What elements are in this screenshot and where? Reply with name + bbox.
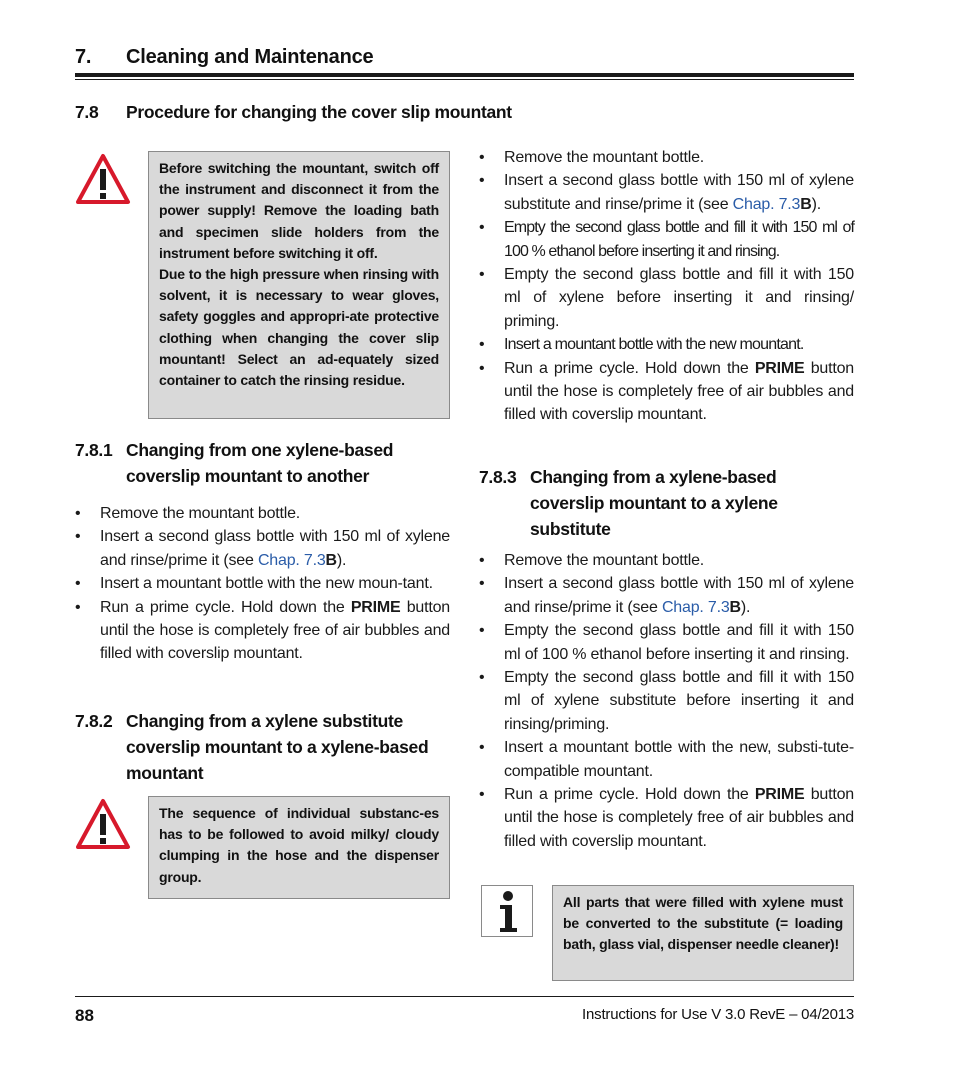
list-item-text: Remove the mountant bottle. xyxy=(504,149,705,166)
info-note-text: All parts that were filled with xylene must be converted to the substitute (= loading bath, glass vial, dispenser needle cleaner)! xyxy=(563,894,843,953)
list-item-text: Run a prime cycle. Hold down the xyxy=(504,359,755,377)
chapter-link[interactable]: Chap. 7.3 xyxy=(257,551,326,569)
section-title: Procedure for changing the cover slip mountant xyxy=(126,102,512,122)
section-title-line: coverslip mountant to another xyxy=(126,466,370,486)
list-item-text: button until the hose is completely free of air bubbles and filled with coverslip mountant. xyxy=(504,359,854,424)
bullet: • xyxy=(479,149,485,166)
bullet: • xyxy=(479,622,485,640)
list-7-8-3 xyxy=(479,549,854,853)
bullet: • xyxy=(75,528,81,546)
section-title-block xyxy=(126,708,428,786)
chapter-number: 7. xyxy=(75,46,92,68)
bullet: • xyxy=(75,598,81,616)
list-item-text: Remove the mountant bottle. xyxy=(504,552,705,569)
footer-doc-info: Instructions for Use V 3.0 RevE – 04/2013 xyxy=(582,1006,854,1023)
list-item-text: Empty the second glass bottle and fill it with 150 ml of 100 % ethanol before inserting it and rinsing. xyxy=(504,219,854,260)
bullet: • xyxy=(479,739,485,757)
warning-triangle-icon xyxy=(75,797,131,851)
bullet: • xyxy=(75,575,81,593)
list-item-text: Empty the second glass bottle and fill it with 150 ml of xylene before inserting it and rinsing/ priming. xyxy=(504,266,854,330)
section-heading-7-8-2 xyxy=(75,708,428,786)
chapter-link[interactable]: Chap. 7.3 xyxy=(661,598,730,616)
list-item xyxy=(479,263,854,333)
list-item-text: Remove the mountant bottle. xyxy=(100,505,301,522)
info-note-box xyxy=(552,885,854,981)
section-title-line: Changing from one xylene-based xyxy=(126,440,394,460)
bullet: • xyxy=(479,172,485,190)
chapter-link[interactable]: Chap. 7.3 xyxy=(732,195,801,213)
chapter-heading xyxy=(75,46,373,69)
bullet: • xyxy=(479,359,485,377)
warning-text-2: Due to the high pressure when rinsing with solvent, it is necessary to wear gloves, safety goggles and appropri-ate protective clothing when changing the cover slip mountant! Select an ad-equately sized container to catch the rinsing residue. xyxy=(159,266,439,389)
warning-box-sequence xyxy=(148,796,450,899)
warning-box-mountant xyxy=(148,151,450,419)
list-item xyxy=(75,502,450,525)
figure-ref: B xyxy=(729,598,741,616)
list-item-text: Insert a mountant bottle with the new mountant. xyxy=(504,336,804,354)
list-item-text: button until the hose is completely free of air bubbles and filled with coverslip mountant. xyxy=(504,786,854,850)
section-title-block xyxy=(126,437,393,489)
bullet: • xyxy=(479,219,484,237)
figure-ref: B xyxy=(800,195,812,213)
bullet: • xyxy=(479,575,485,593)
section-title-line: coverslip mountant to a xylene xyxy=(530,493,778,513)
section-title-line: coverslip mountant to a xylene-based xyxy=(126,737,429,757)
list-item xyxy=(75,572,450,595)
list-item-text: Insert a second glass bottle with 150 ml of xylene and rinse/prime it (see xyxy=(100,528,450,569)
header-rule xyxy=(75,73,854,77)
warning-triangle-icon xyxy=(75,152,131,206)
header-rule-thin xyxy=(75,79,854,80)
section-title-line: Changing from a xylene substitute xyxy=(126,711,403,731)
list-item-text: ). xyxy=(811,195,821,213)
list-item-text: Empty the second glass bottle and fill it with 150 ml of 100 % ethanol before inserting it and rinsing. xyxy=(504,622,854,663)
footer-rule xyxy=(75,996,854,997)
list-item-text: ). xyxy=(740,598,751,616)
section-number: 7.8.2 xyxy=(75,711,113,731)
figure-ref: B xyxy=(325,551,337,569)
list-item xyxy=(479,216,854,263)
page-number: 88 xyxy=(75,1006,94,1025)
list-item-text: Run a prime cycle. Hold down the xyxy=(504,786,755,804)
section-number: 7.8 xyxy=(75,102,99,122)
section-number: 7.8.1 xyxy=(75,440,113,460)
list-item-text: button until the hose is completely free of air bubbles and filled with coverslip mountant. xyxy=(100,598,450,663)
list-item xyxy=(479,169,854,216)
list-item-text: Insert a mountant bottle with the new moun-tant. xyxy=(100,575,433,593)
list-item xyxy=(479,333,854,356)
list-item-text: Run a prime cycle. Hold down the xyxy=(100,598,351,616)
list-item-text: ). xyxy=(336,551,347,569)
list-item xyxy=(479,666,854,736)
prime-button-label: PRIME xyxy=(754,786,805,804)
list-item xyxy=(479,146,854,169)
bullet: • xyxy=(75,505,81,522)
list-7-8-1 xyxy=(75,502,450,666)
prime-button-label: PRIME xyxy=(754,359,805,377)
section-title-block xyxy=(530,464,778,542)
section-heading-7-8-3 xyxy=(479,464,778,542)
section-title-line: mountant xyxy=(126,763,204,783)
list-item xyxy=(479,783,854,853)
section-number: 7.8.3 xyxy=(479,467,517,487)
section-title-line: Changing from a xylene-based xyxy=(530,467,777,487)
bullet: • xyxy=(479,336,484,354)
list-item xyxy=(75,525,450,572)
list-item-text: Insert a second glass bottle with 150 ml of xylene substitute and rinse/prime it (see xyxy=(504,172,854,213)
list-item-text: Insert a mountant bottle with the new, substi-tute-compatible mountant. xyxy=(504,739,854,780)
section-heading-7-8-1 xyxy=(75,437,393,489)
warning-text: The sequence of individual substanc-es has to be followed to avoid milky/ cloudy clumping in the hose and the dispenser group. xyxy=(159,805,439,885)
section-heading-7-8 xyxy=(75,99,512,125)
list-7-8-2 xyxy=(479,146,854,427)
list-item xyxy=(479,736,854,783)
info-icon xyxy=(481,885,533,937)
list-item xyxy=(479,619,854,666)
bullet: • xyxy=(479,552,485,569)
list-item xyxy=(479,357,854,427)
bullet: • xyxy=(479,669,485,687)
prime-button-label: PRIME xyxy=(350,598,401,616)
list-item-text: Insert a second glass bottle with 150 ml of xylene and rinse/prime it (see xyxy=(504,575,854,616)
list-item xyxy=(75,596,450,666)
list-item-text: Empty the second glass bottle and fill it with 150 ml of xylene substitute before inserting it and rinsing/priming. xyxy=(504,669,854,733)
list-item xyxy=(479,549,854,572)
bullet: • xyxy=(479,786,485,804)
section-title-line: substitute xyxy=(530,519,611,539)
chapter-title: Cleaning and Maintenance xyxy=(126,46,374,68)
bullet: • xyxy=(479,266,485,284)
list-item xyxy=(479,572,854,619)
warning-text-1: Before switching the mountant, switch off the instrument and disconnect it from the power supply! Remove the loading bath and specimen slide holders from the instrument before switching it off. xyxy=(159,160,439,261)
